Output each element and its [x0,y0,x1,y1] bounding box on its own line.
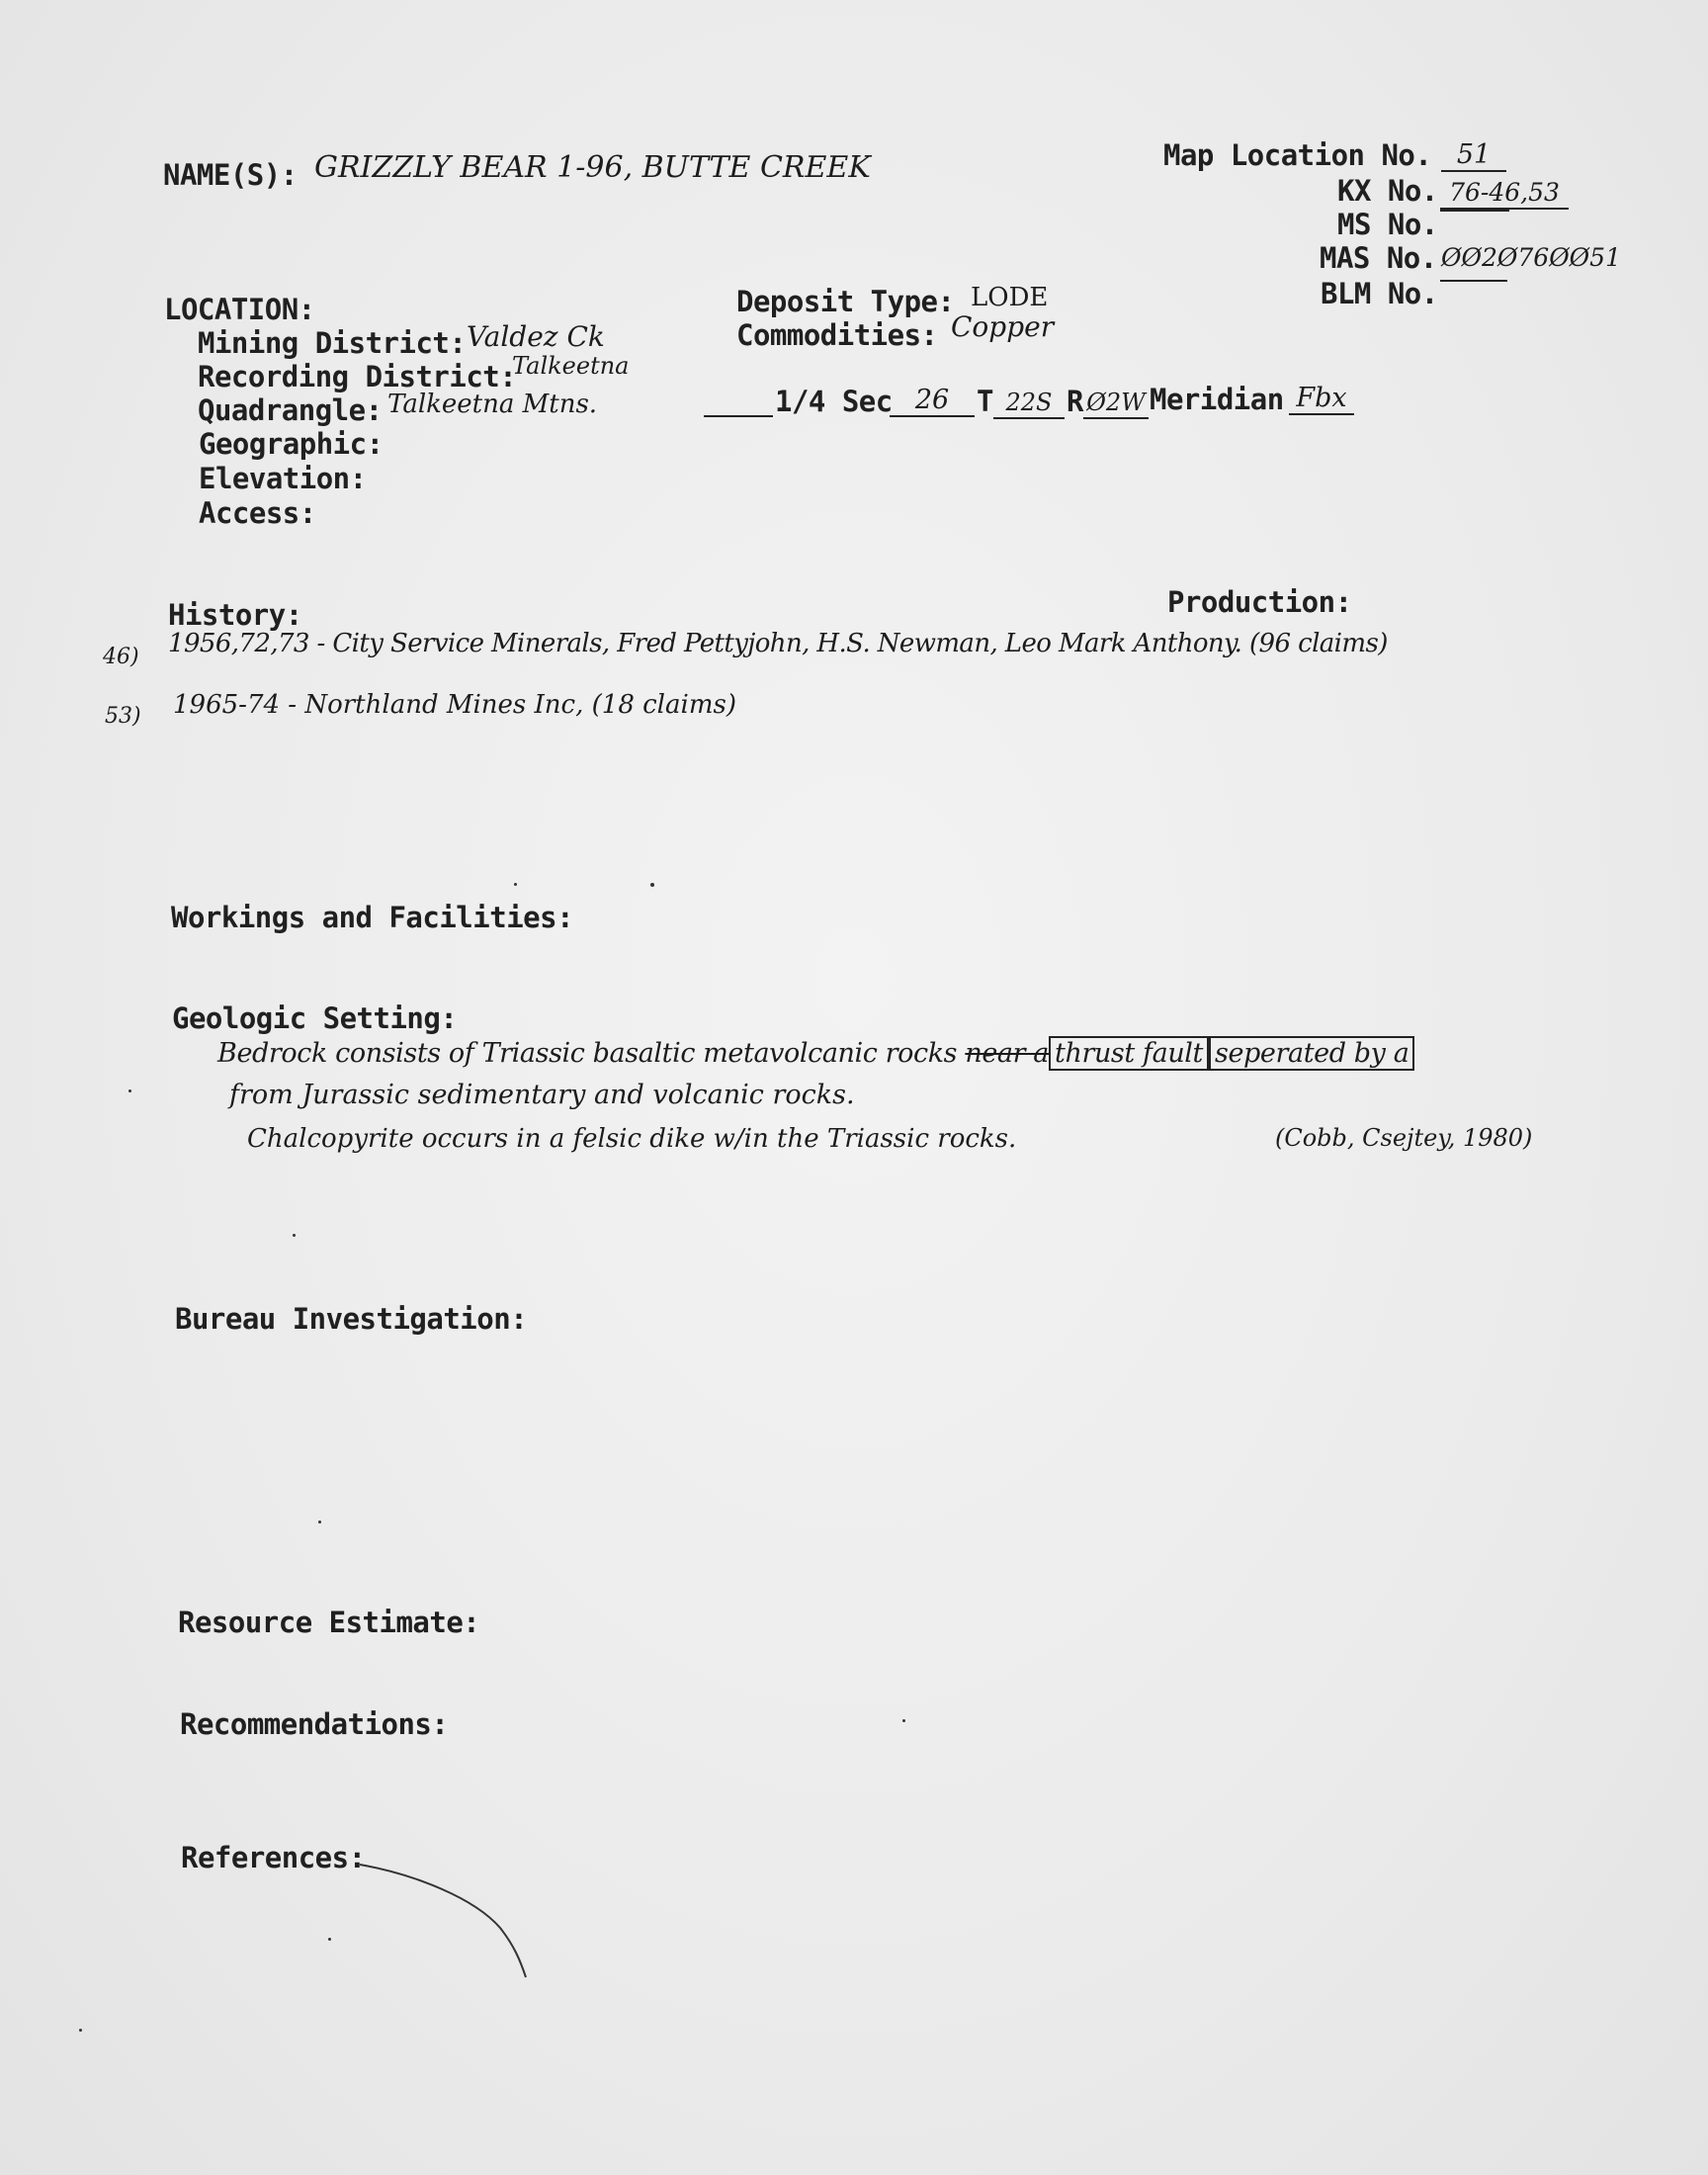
quarter-sec-label: 1/4 Sec [775,385,893,418]
references-heading: References: [181,1841,366,1874]
history-entry-1: 1956,72,73 - City Service Minerals, Fred Pettyjohn, H.S. Newman, Leo Mark Anthony. (96 claims) [168,629,1388,658]
geologic-line-1-struck: near a [965,1038,1049,1069]
map-location-label: Map Location No. [1163,138,1432,172]
meridian-value: Fbx [1289,384,1354,415]
quadrangle-label: Quadrangle: [198,393,383,427]
quarter-blank [704,415,773,417]
elevation-label: Elevation: [199,462,367,495]
mas-label: MAS No. [1320,241,1437,275]
history-ref-2: 53) [105,704,141,729]
sec-value: 26 [890,386,975,417]
geologic-line-1-box-2: seperated by a [1209,1036,1414,1071]
map-location-value: 51 [1441,140,1506,172]
commodities-label: Commodities: [736,318,938,352]
geologic-line-1-text: Bedrock consists of Triassic basaltic metavolcanic rocks [217,1038,958,1069]
scan-speck [318,1521,321,1523]
kx-value: 76-46,53 [1440,178,1569,210]
history-ref-1: 46) [103,645,139,669]
ms-label: MS No. [1337,208,1438,241]
geologic-line-3: Chalcopyrite occurs in a felsic dike w/in the Triassic rocks. [247,1124,1017,1154]
township-value: 22S [993,388,1065,419]
geologic-line-2: from Jurassic sedimentary and volcanic rocks. [229,1080,855,1110]
recommendations-heading: Recommendations: [180,1707,449,1741]
history-entry-2: 1965-74 - Northland Mines Inc, (18 claims) [173,690,736,720]
scan-speck [328,1938,331,1941]
location-heading: LOCATION: [164,293,315,326]
mas-value: ØØ2Ø76ØØ51 [1440,243,1621,272]
quadrangle-value: Talkeetna Mtns. [387,390,598,419]
mining-district-label: Mining District: [198,326,467,360]
names-value: GRIZZLY BEAR 1-96, BUTTE CREEK [314,150,871,185]
workings-heading: Workings and Facilities: [171,901,574,934]
mining-district-value: Valdez Ck [467,320,605,353]
scan-speck [293,1234,296,1237]
geographic-label: Geographic: [199,427,384,461]
scan-speck [902,1719,905,1722]
geologic-heading: Geologic Setting: [172,1001,458,1035]
geologic-line-1 [217,1038,1414,1069]
range-label: R [1067,385,1083,418]
township-label: T [977,385,993,418]
pen-stroke [356,1849,554,1987]
ms-value [1440,210,1509,212]
scan-speck [128,1089,131,1092]
access-label: Access: [199,496,316,530]
range-value: Ø2W [1083,388,1149,419]
history-heading: History: [168,598,302,632]
commodities-value: Copper [951,310,1055,343]
geologic-line-1-box-1: thrust fault [1049,1036,1209,1071]
names-label: NAME(S): [163,158,298,192]
resource-heading: Resource Estimate: [178,1606,480,1639]
meridian-label: Meridian [1150,383,1284,416]
deposit-type-value: LODE [971,283,1049,312]
bureau-heading: Bureau Investigation: [175,1302,528,1336]
production-label: Production: [1167,585,1352,619]
blm-value [1440,280,1507,282]
deposit-type-label: Deposit Type: [736,285,955,318]
scan-speck [650,883,654,887]
blm-label: BLM No. [1321,277,1438,310]
recording-district-value: Talkeetna [512,352,630,380]
recording-district-label: Recording District: [198,360,517,393]
scan-speck [79,2029,82,2032]
geologic-citation: (Cobb, Csejtey, 1980) [1275,1124,1533,1152]
scan-speck [514,883,517,886]
kx-label: KX No. [1337,174,1438,208]
